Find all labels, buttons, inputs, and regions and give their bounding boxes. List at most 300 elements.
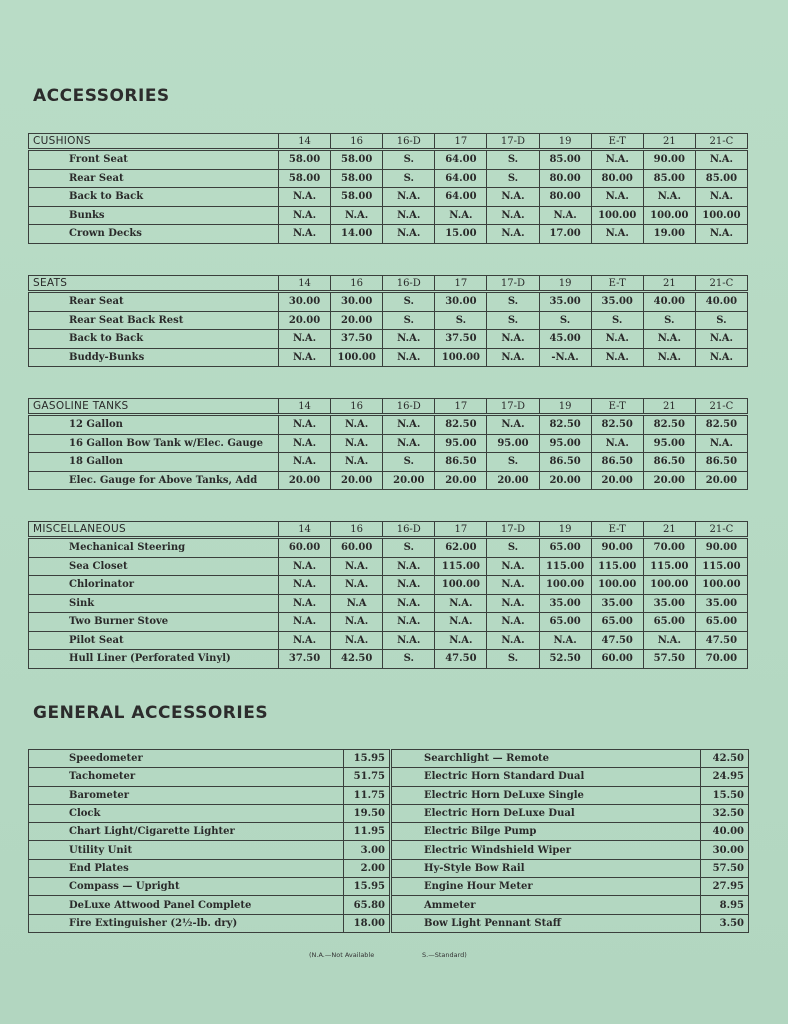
price-cell: 82.50: [695, 415, 747, 435]
price-cell: 17.00: [539, 225, 591, 244]
price-cell: 15.00: [435, 225, 487, 244]
item-name: End Plates: [29, 859, 344, 877]
price-cell: 15.95: [344, 878, 391, 896]
price-cell: S.: [383, 150, 435, 170]
section-table-gasoline-tanks: [28, 398, 748, 490]
price-cell: 86.50: [591, 453, 643, 472]
price-cell: 70.00: [695, 650, 747, 669]
price-cell: 18.00: [344, 914, 391, 932]
price-cell: 85.00: [695, 169, 747, 188]
price-cell: N.A.: [643, 348, 695, 367]
price-cell: 80.00: [591, 169, 643, 188]
price-cell: N.A.: [487, 613, 539, 632]
table-row: [29, 823, 749, 841]
price-cell: 19.00: [643, 225, 695, 244]
price-cell: N.A.: [331, 434, 383, 453]
price-cell: N.A.: [279, 557, 331, 576]
price-cell: 65.00: [695, 613, 747, 632]
item-name: Elec. Gauge for Above Tanks, Add: [29, 471, 279, 490]
price-cell: N.A.: [279, 631, 331, 650]
table-row: [29, 750, 749, 768]
model-column-header: 14: [279, 134, 331, 150]
section-heading: MISCELLANEOUS: [29, 522, 279, 538]
price-cell: S.: [539, 311, 591, 330]
price-cell: N.A.: [487, 557, 539, 576]
price-cell: 58.00: [331, 150, 383, 170]
price-cell: N.A.: [695, 330, 747, 349]
model-column-header: 19: [539, 399, 591, 415]
table-row: [29, 576, 748, 595]
price-cell: 20.00: [591, 471, 643, 490]
price-cell: 100.00: [643, 206, 695, 225]
price-cell: 20.00: [695, 471, 747, 490]
price-cell: 35.00: [539, 594, 591, 613]
price-cell: 20.00: [331, 471, 383, 490]
price-cell: S.: [487, 453, 539, 472]
price-cell: N.A.: [695, 225, 747, 244]
model-column-header: 21: [643, 399, 695, 415]
item-name: Fire Extinguisher (2½-lb. dry): [29, 914, 344, 932]
price-cell: 95.00: [539, 434, 591, 453]
model-column-header: 21: [643, 276, 695, 292]
price-cell: 3.50: [701, 914, 749, 932]
item-name: Sea Closet: [29, 557, 279, 576]
price-cell: 80.00: [539, 188, 591, 207]
item-name: Clock: [29, 804, 344, 822]
price-cell: 95.00: [487, 434, 539, 453]
price-cell: 52.50: [539, 650, 591, 669]
price-cell: N.A.: [487, 631, 539, 650]
price-cell: 30.00: [701, 841, 749, 859]
price-cell: N.A.: [279, 594, 331, 613]
price-cell: 115.00: [591, 557, 643, 576]
item-name: Electric Bilge Pump: [391, 823, 701, 841]
price-cell: 30.00: [279, 292, 331, 312]
price-cell: 86.50: [435, 453, 487, 472]
model-column-header: 17-D: [487, 276, 539, 292]
price-cell: 64.00: [435, 150, 487, 170]
price-cell: 32.50: [701, 804, 749, 822]
table-row: [29, 896, 749, 914]
price-cell: 20.00: [539, 471, 591, 490]
price-cell: N.A.: [643, 330, 695, 349]
price-cell: 35.00: [591, 292, 643, 312]
item-name: Hull Liner (Perforated Vinyl): [29, 650, 279, 669]
table-row: [29, 557, 748, 576]
table-row: [29, 434, 748, 453]
price-cell: 95.00: [435, 434, 487, 453]
item-name: Electric Horn Standard Dual: [391, 768, 701, 786]
price-cell: 65.00: [539, 538, 591, 558]
price-cell: 8.95: [701, 896, 749, 914]
price-cell: N.A.: [383, 613, 435, 632]
item-name: Front Seat: [29, 150, 279, 170]
price-cell: S.: [383, 169, 435, 188]
price-cell: 11.75: [344, 786, 391, 804]
item-name: Speedometer: [29, 750, 344, 768]
price-cell: N.A.: [435, 206, 487, 225]
price-cell: 65.80: [344, 896, 391, 914]
price-cell: N.A.: [695, 150, 747, 170]
model-column-header: 16-D: [383, 276, 435, 292]
section-heading: GASOLINE TANKS: [29, 399, 279, 415]
table-row: [29, 206, 748, 225]
model-column-header: 17: [435, 134, 487, 150]
price-cell: 86.50: [643, 453, 695, 472]
price-cell: 37.50: [331, 330, 383, 349]
item-name: Chart Light/Cigarette Lighter: [29, 823, 344, 841]
price-cell: N.A.: [279, 348, 331, 367]
model-column-header: 16: [331, 522, 383, 538]
table-row: [29, 348, 748, 367]
general-accessories-table: [28, 749, 749, 933]
model-column-header: 14: [279, 522, 331, 538]
price-cell: 100.00: [435, 348, 487, 367]
price-cell: N.A.: [591, 188, 643, 207]
price-cell: 60.00: [331, 538, 383, 558]
price-cell: 82.50: [643, 415, 695, 435]
price-cell: S.: [435, 311, 487, 330]
model-column-header: 19: [539, 134, 591, 150]
price-cell: 37.50: [279, 650, 331, 669]
price-cell: N.A.: [383, 225, 435, 244]
item-name: Back to Back: [29, 188, 279, 207]
price-cell: N.A.: [279, 225, 331, 244]
price-cell: 30.00: [331, 292, 383, 312]
price-cell: N.A: [331, 594, 383, 613]
price-cell: N.A.: [383, 348, 435, 367]
model-column-header: E-T: [591, 134, 643, 150]
price-cell: N.A.: [591, 330, 643, 349]
price-cell: 35.00: [591, 594, 643, 613]
price-cell: -N.A.: [539, 348, 591, 367]
price-cell: S.: [695, 311, 747, 330]
item-name: Hy-Style Bow Rail: [391, 859, 701, 877]
price-cell: 58.00: [279, 150, 331, 170]
price-cell: 20.00: [643, 471, 695, 490]
item-name: 12 Gallon: [29, 415, 279, 435]
price-cell: 64.00: [435, 169, 487, 188]
price-cell: N.A.: [487, 206, 539, 225]
item-name: Rear Seat Back Rest: [29, 311, 279, 330]
model-column-header: 21: [643, 134, 695, 150]
model-column-header: 19: [539, 276, 591, 292]
price-cell: N.A.: [331, 576, 383, 595]
price-cell: 58.00: [331, 169, 383, 188]
item-name: Rear Seat: [29, 169, 279, 188]
price-cell: N.A.: [643, 188, 695, 207]
price-cell: N.A.: [487, 348, 539, 367]
price-cell: 19.50: [344, 804, 391, 822]
price-cell: 115.00: [643, 557, 695, 576]
price-cell: 90.00: [695, 538, 747, 558]
footnote-not-available: (N.A.—Not Available: [309, 951, 375, 959]
price-cell: N.A.: [487, 415, 539, 435]
price-cell: N.A.: [591, 434, 643, 453]
model-column-header: 19: [539, 522, 591, 538]
price-cell: 58.00: [331, 188, 383, 207]
price-cell: S.: [383, 311, 435, 330]
footnote-standard: S.—Standard): [422, 951, 467, 959]
model-column-header: 21-C: [695, 276, 747, 292]
price-cell: 3.00: [344, 841, 391, 859]
item-name: Back to Back: [29, 330, 279, 349]
price-cell: N.A.: [383, 594, 435, 613]
price-cell: N.A.: [383, 576, 435, 595]
item-name: Ammeter: [391, 896, 701, 914]
price-cell: N.A.: [331, 206, 383, 225]
price-cell: S.: [383, 292, 435, 312]
price-cell: 15.50: [701, 786, 749, 804]
price-cell: N.A.: [279, 330, 331, 349]
price-cell: N.A.: [383, 188, 435, 207]
table-row: [29, 311, 748, 330]
price-cell: 82.50: [435, 415, 487, 435]
table-row: [29, 188, 748, 207]
price-cell: 20.00: [331, 311, 383, 330]
price-cell: 24.95: [701, 768, 749, 786]
price-cell: 90.00: [591, 538, 643, 558]
price-cell: N.A.: [331, 613, 383, 632]
price-cell: 100.00: [695, 206, 747, 225]
price-cell: N.A.: [695, 348, 747, 367]
item-name: Pilot Seat: [29, 631, 279, 650]
table-row: [29, 768, 749, 786]
price-cell: 85.00: [539, 150, 591, 170]
table-row: [29, 841, 749, 859]
table-row: [29, 471, 748, 490]
price-cell: N.A.: [279, 188, 331, 207]
price-cell: N.A.: [643, 631, 695, 650]
model-column-header: 16: [331, 134, 383, 150]
price-cell: 86.50: [695, 453, 747, 472]
table-row: [29, 330, 748, 349]
table-row: [29, 453, 748, 472]
price-cell: N.A.: [591, 348, 643, 367]
item-name: Sink: [29, 594, 279, 613]
price-cell: 42.50: [701, 750, 749, 768]
price-cell: 40.00: [695, 292, 747, 312]
price-cell: N.A.: [435, 613, 487, 632]
price-cell: 37.50: [435, 330, 487, 349]
table-row: [29, 169, 748, 188]
price-cell: N.A.: [383, 434, 435, 453]
price-cell: N.A.: [435, 631, 487, 650]
price-cell: 20.00: [279, 311, 331, 330]
table-row: [29, 594, 748, 613]
price-cell: N.A.: [539, 206, 591, 225]
price-cell: 20.00: [487, 471, 539, 490]
price-cell: 20.00: [279, 471, 331, 490]
price-cell: S.: [643, 311, 695, 330]
price-cell: 100.00: [695, 576, 747, 595]
price-cell: N.A.: [279, 576, 331, 595]
price-cell: 60.00: [591, 650, 643, 669]
item-name: 18 Gallon: [29, 453, 279, 472]
section-heading: CUSHIONS: [29, 134, 279, 150]
table-row: [29, 878, 749, 896]
price-cell: N.A.: [487, 576, 539, 595]
price-cell: 115.00: [695, 557, 747, 576]
table-row: [29, 631, 748, 650]
price-cell: N.A.: [383, 557, 435, 576]
price-cell: 42.50: [331, 650, 383, 669]
price-cell: 65.00: [643, 613, 695, 632]
model-column-header: 14: [279, 399, 331, 415]
item-name: Utility Unit: [29, 841, 344, 859]
price-cell: 85.00: [643, 169, 695, 188]
price-cell: 40.00: [643, 292, 695, 312]
model-column-header: E-T: [591, 276, 643, 292]
model-column-header: 17: [435, 522, 487, 538]
item-name: Engine Hour Meter: [391, 878, 701, 896]
price-cell: S.: [487, 292, 539, 312]
item-name: Tachometer: [29, 768, 344, 786]
price-cell: 35.00: [643, 594, 695, 613]
price-cell: 40.00: [701, 823, 749, 841]
price-cell: N.A.: [539, 631, 591, 650]
model-column-header: 21-C: [695, 399, 747, 415]
model-column-header: 21: [643, 522, 695, 538]
price-cell: N.A.: [435, 594, 487, 613]
model-column-header: 16: [331, 276, 383, 292]
table-row: [29, 914, 749, 932]
item-name: 16 Gallon Bow Tank w/Elec. Gauge: [29, 434, 279, 453]
price-cell: 60.00: [279, 538, 331, 558]
price-cell: 100.00: [331, 348, 383, 367]
price-cell: 2.00: [344, 859, 391, 877]
section-table-seats: [28, 275, 748, 367]
table-row: [29, 786, 749, 804]
price-cell: N.A.: [331, 557, 383, 576]
model-column-header: 17: [435, 276, 487, 292]
price-cell: N.A.: [591, 225, 643, 244]
price-cell: 82.50: [539, 415, 591, 435]
table-row: [29, 538, 748, 558]
price-cell: N.A.: [695, 434, 747, 453]
item-name: Mechanical Steering: [29, 538, 279, 558]
model-column-header: 14: [279, 276, 331, 292]
model-column-header: 17-D: [487, 134, 539, 150]
price-cell: 100.00: [643, 576, 695, 595]
model-column-header: 16-D: [383, 399, 435, 415]
price-cell: N.A.: [331, 415, 383, 435]
page-title: ACCESSORIES: [33, 86, 170, 106]
price-cell: N.A.: [383, 631, 435, 650]
table-row: [29, 150, 748, 170]
price-cell: 100.00: [591, 576, 643, 595]
item-name: Chlorinator: [29, 576, 279, 595]
price-cell: N.A.: [487, 225, 539, 244]
price-cell: 95.00: [643, 434, 695, 453]
item-name: Compass — Upright: [29, 878, 344, 896]
price-cell: 11.95: [344, 823, 391, 841]
price-cell: 47.50: [591, 631, 643, 650]
model-column-header: 16-D: [383, 522, 435, 538]
price-cell: 86.50: [539, 453, 591, 472]
price-cell: N.A.: [383, 330, 435, 349]
price-cell: 115.00: [435, 557, 487, 576]
model-column-header: 17-D: [487, 399, 539, 415]
price-cell: 35.00: [695, 594, 747, 613]
model-column-header: 16: [331, 399, 383, 415]
price-cell: N.A.: [695, 188, 747, 207]
table-row: [29, 650, 748, 669]
price-cell: N.A.: [331, 631, 383, 650]
model-column-header: 17: [435, 399, 487, 415]
price-cell: 45.00: [539, 330, 591, 349]
price-cell: S.: [383, 538, 435, 558]
table-row: [29, 804, 749, 822]
table-row: [29, 225, 748, 244]
price-cell: N.A.: [487, 188, 539, 207]
item-name: Searchlight — Remote: [391, 750, 701, 768]
section-table-cushions: [28, 133, 748, 244]
price-cell: 58.00: [279, 169, 331, 188]
price-cell: 90.00: [643, 150, 695, 170]
model-column-header: E-T: [591, 399, 643, 415]
price-cell: 20.00: [383, 471, 435, 490]
item-name: Electric Horn DeLuxe Single: [391, 786, 701, 804]
price-cell: N.A.: [487, 594, 539, 613]
price-cell: 30.00: [435, 292, 487, 312]
price-cell: N.A.: [487, 330, 539, 349]
section-table-miscellaneous: [28, 521, 748, 669]
item-name: Buddy-Bunks: [29, 348, 279, 367]
price-cell: N.A.: [279, 206, 331, 225]
section-heading: SEATS: [29, 276, 279, 292]
item-name: Bow Light Pennant Staff: [391, 914, 701, 932]
table-row: [29, 859, 749, 877]
price-cell: 14.00: [331, 225, 383, 244]
price-cell: N.A.: [591, 150, 643, 170]
model-column-header: 21-C: [695, 134, 747, 150]
price-cell: N.A.: [331, 453, 383, 472]
item-name: Electric Horn DeLuxe Dual: [391, 804, 701, 822]
item-name: Rear Seat: [29, 292, 279, 312]
price-cell: 65.00: [591, 613, 643, 632]
price-cell: 57.50: [643, 650, 695, 669]
price-cell: N.A.: [279, 434, 331, 453]
price-cell: S.: [591, 311, 643, 330]
price-cell: 47.50: [695, 631, 747, 650]
item-name: Bunks: [29, 206, 279, 225]
price-cell: 51.75: [344, 768, 391, 786]
item-name: Electric Windshield Wiper: [391, 841, 701, 859]
price-cell: N.A.: [279, 613, 331, 632]
price-cell: 20.00: [435, 471, 487, 490]
price-cell: 100.00: [591, 206, 643, 225]
item-name: DeLuxe Attwood Panel Complete: [29, 896, 344, 914]
general-accessories-title: GENERAL ACCESSORIES: [33, 703, 269, 723]
item-name: Barometer: [29, 786, 344, 804]
price-cell: S.: [487, 169, 539, 188]
table-row: [29, 292, 748, 312]
price-cell: 15.95: [344, 750, 391, 768]
model-column-header: 16-D: [383, 134, 435, 150]
item-name: Two Burner Stove: [29, 613, 279, 632]
price-cell: 100.00: [539, 576, 591, 595]
table-row: [29, 415, 748, 435]
price-cell: 27.95: [701, 878, 749, 896]
price-cell: S.: [383, 453, 435, 472]
table-row: [29, 613, 748, 632]
price-cell: 35.00: [539, 292, 591, 312]
model-column-header: 21-C: [695, 522, 747, 538]
price-cell: N.A.: [279, 453, 331, 472]
price-cell: 115.00: [539, 557, 591, 576]
price-cell: 100.00: [435, 576, 487, 595]
